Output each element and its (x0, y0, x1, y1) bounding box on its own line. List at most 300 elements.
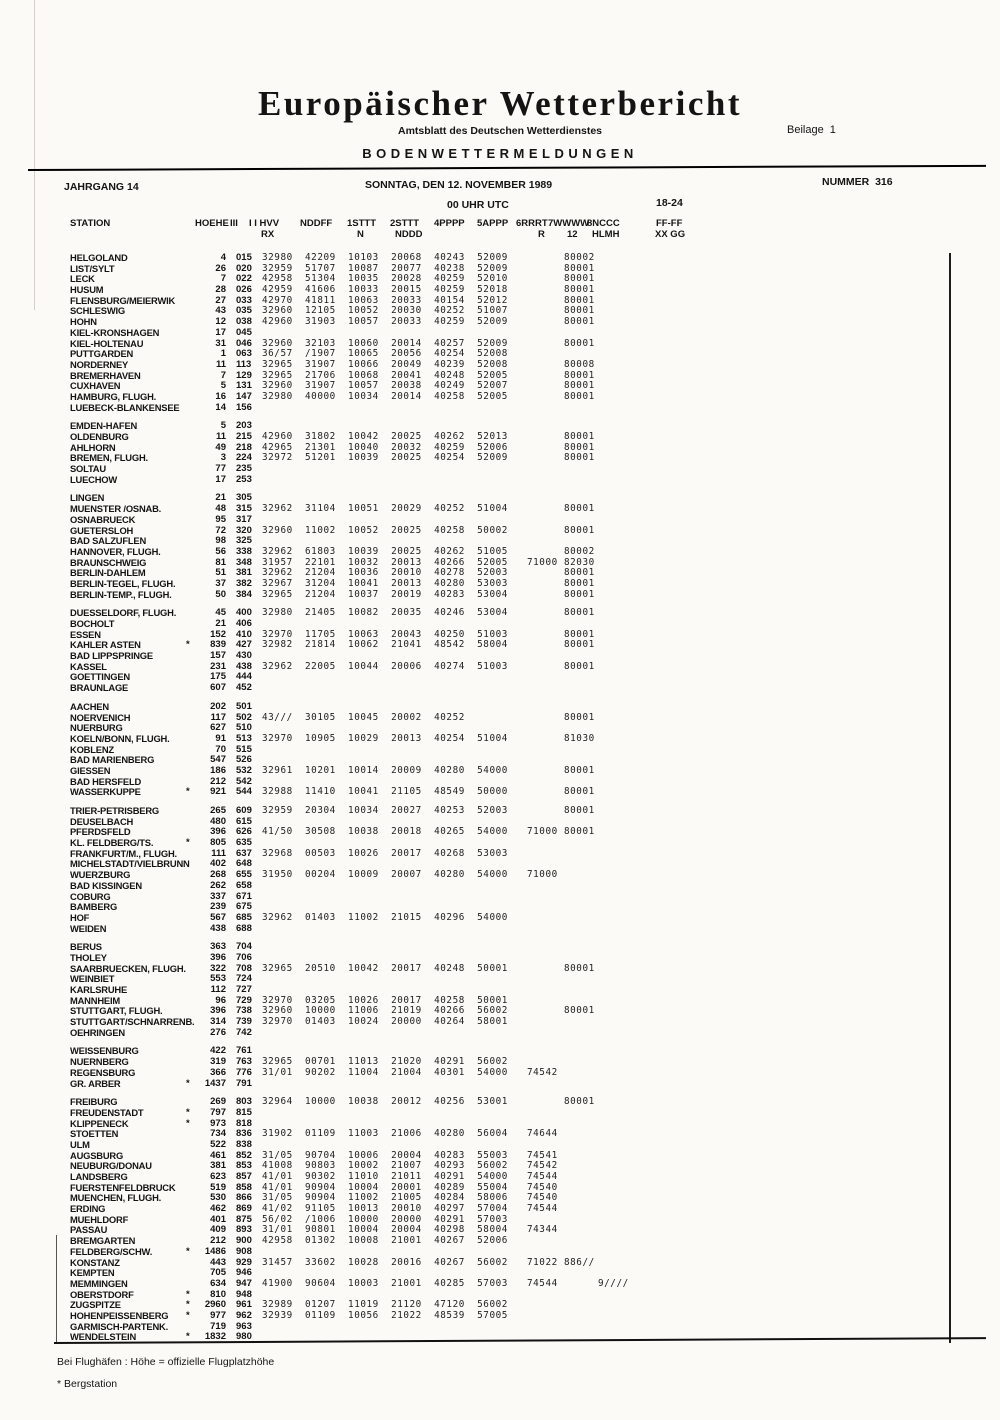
station-block (0, 701, 1000, 797)
station-height: 70 (215, 743, 226, 755)
station-name: LIST/SYLT (70, 262, 115, 274)
table-row (0, 973, 1000, 984)
station-name: NUERNBERG (70, 1056, 129, 1068)
station-name: BERLIN-DAHLEM (70, 567, 146, 579)
group-8nccc-value: 80001 (564, 1005, 595, 1017)
station-id: 131 (236, 380, 252, 392)
station-id: 929 (236, 1256, 252, 1268)
station-name: BAD KISSINGEN (70, 879, 142, 891)
station-height: 11 (215, 358, 226, 370)
station-name: HUSUM (70, 284, 104, 296)
top-rule (28, 165, 986, 171)
table-row (0, 295, 1000, 306)
station-name: KIEL-HOLTENAU (70, 337, 144, 349)
station-height: 634 (210, 1277, 226, 1289)
station-height: 262 (210, 879, 226, 891)
issue-date: SONNTAG, DEN 12. NOVEMBER 1989 (365, 179, 553, 191)
table-row (0, 629, 1000, 640)
table-row (0, 1192, 1000, 1203)
table-row (0, 1139, 1000, 1150)
station-id: 224 (236, 452, 252, 464)
table-row (0, 848, 1000, 859)
group-8nccc-value: 80001 (564, 503, 595, 515)
table-row (0, 546, 1000, 557)
station-height: 705 (210, 1267, 226, 1279)
station-height: 31 (215, 337, 226, 349)
station-height: 21 (215, 492, 226, 504)
station-height: 443 (210, 1256, 226, 1268)
station-id: 963 (236, 1320, 252, 1332)
station-height: 530 (210, 1192, 226, 1204)
synop-groups: 41/01 90302 11010 21011 40291 54000 (262, 1171, 508, 1182)
synop-groups: 31/05 90704 10006 20004 40283 55003 (262, 1149, 508, 1161)
station-id: 438 (236, 660, 252, 672)
station-id: 515 (236, 743, 252, 755)
mountain-station-marker: * (186, 1299, 190, 1311)
station-height: 810 (210, 1288, 226, 1300)
table-row (0, 984, 1000, 995)
col-6rrrt: 6RRRT (516, 218, 548, 229)
station-id: 026 (236, 284, 252, 296)
station-height: 186 (210, 764, 226, 776)
synop-groups: 41/02 91105 10013 20010 40297 57004 (262, 1203, 508, 1215)
station-height: 231 (210, 660, 226, 672)
station-id: 900 (236, 1235, 252, 1247)
station-height: 381 (210, 1160, 226, 1172)
station-height: 401 (210, 1213, 226, 1225)
synop-groups: 32962 01403 11002 21015 40296 54000 (262, 911, 508, 923)
synop-groups: 32960 12105 10052 20030 40252 51007 (262, 305, 508, 317)
group-7wwww-value: 71022 (527, 1256, 558, 1268)
station-name: CUXHAVEN (70, 380, 121, 392)
synop-groups: 32962 22005 10044 20006 40274 51003 (262, 660, 508, 672)
table-row (0, 618, 1000, 629)
table-row (0, 941, 1000, 952)
station-name: ERDING (70, 1203, 106, 1215)
table-row (0, 1056, 1000, 1067)
synop-groups: 32961 10201 10014 20009 40280 54000 (262, 764, 508, 776)
mountain-station-marker: * (186, 786, 190, 798)
station-name: GR. ARBER (70, 1077, 121, 1089)
station-name: KIEL-KRONSHAGEN (70, 326, 160, 338)
col-rx: RX (261, 229, 275, 240)
station-id: 688 (236, 922, 252, 934)
station-height: 839 (210, 639, 226, 651)
station-name: FELDBERG/SCHW. (70, 1245, 153, 1257)
group-8nccc-value: 80001 (564, 273, 595, 285)
station-height: 212 (210, 1235, 226, 1247)
station-id: 020 (236, 262, 252, 274)
table-row (0, 880, 1000, 891)
station-id: 761 (236, 1045, 252, 1057)
table-row (0, 1016, 1000, 1027)
station-name: ESSEN (70, 628, 101, 640)
mountain-station-marker: * (186, 1331, 190, 1343)
station-id: 875 (236, 1213, 252, 1225)
station-name: BAD MARIENBERG (70, 754, 155, 766)
station-name: BAD LIPPSPRINGE (70, 650, 153, 662)
group-8nccc-value: 80001 (564, 628, 595, 640)
col-station-id: III (230, 218, 238, 229)
station-height: 553 (210, 973, 226, 985)
station-id: 045 (236, 326, 252, 338)
station-height: 977 (210, 1309, 226, 1321)
table-row (0, 1310, 1000, 1321)
station-height: 547 (210, 754, 226, 766)
table-row (0, 305, 1000, 316)
group-8nccc-value: 80001 (564, 639, 595, 651)
page-subtitle: Amtsblatt des Deutschen Wetterdienstes (397, 125, 603, 137)
station-name: REGENSBURG (70, 1066, 136, 1078)
group-8nccc-value: 80001 (564, 294, 595, 306)
station-id: 015 (236, 252, 252, 263)
station-height: 77 (215, 463, 226, 475)
table-row (0, 826, 1000, 837)
station-id: 836 (236, 1128, 252, 1140)
station-height: 409 (210, 1224, 226, 1236)
station-name: STUTTGART, FLUGH. (70, 1005, 163, 1017)
station-block (0, 805, 1000, 933)
table-row (0, 463, 1000, 474)
table-row (0, 1182, 1000, 1193)
group-8nccc-value: 80001 (564, 588, 595, 600)
station-height: 366 (210, 1066, 226, 1078)
synop-groups: 32962 21204 10036 20010 40278 52003 (262, 567, 508, 579)
station-block (0, 607, 1000, 693)
table-row (0, 912, 1000, 923)
station-name: PASSAU (70, 1224, 108, 1236)
table-row (0, 1331, 1000, 1342)
station-height: 26 (215, 262, 226, 274)
station-id: 382 (236, 577, 252, 589)
table-row (0, 744, 1000, 755)
col-nddff: NDDFF (300, 218, 333, 229)
station-id: 022 (236, 273, 252, 285)
station-name: KONSTANZ (70, 1256, 120, 1268)
station-id: 510 (236, 722, 252, 734)
station-name: WUERZBURG (70, 869, 131, 881)
station-height: 402 (210, 858, 226, 870)
mountain-station-marker: * (186, 639, 190, 651)
station-name: AACHEN (70, 700, 109, 712)
station-height: 422 (210, 1045, 226, 1057)
station-height: 1 (220, 348, 226, 360)
station-name: FREIBURG (70, 1096, 118, 1108)
wind-period-label: 18-24 (656, 197, 683, 209)
station-height: 314 (210, 1016, 226, 1028)
station-id: 218 (236, 441, 252, 453)
table-row (0, 858, 1000, 869)
station-name: BERLIN-TEMP., FLUGH. (70, 588, 172, 600)
station-height: 734 (210, 1128, 226, 1140)
station-height: 17 (215, 473, 226, 485)
station-id: 501 (236, 700, 252, 712)
station-name: KASSEL (70, 660, 107, 672)
station-name: PUTTGARDEN (70, 348, 134, 360)
synop-groups: 42965 21301 10040 20032 40259 52006 (262, 441, 508, 453)
synop-groups: 32965 21204 10037 20019 40283 53004 (262, 588, 508, 600)
synop-groups: 32965 31907 10066 20049 40239 52008 (262, 358, 508, 370)
station-id: 724 (236, 973, 252, 985)
station-id: 384 (236, 588, 252, 600)
station-name: KARLSRUHE (70, 984, 128, 995)
table-row (0, 995, 1000, 1006)
station-height: 98 (215, 535, 226, 547)
group-8nccc-value: 80008 (564, 358, 595, 370)
station-height: 239 (210, 901, 226, 913)
synop-groups: 43/// 30105 10045 20002 40252 (262, 711, 465, 723)
table-row (0, 1257, 1000, 1268)
group-8nccc-value: 886// (564, 1256, 595, 1268)
group-8nccc-value: 80001 (564, 607, 595, 619)
issue-number: NUMMER 316 (822, 176, 893, 188)
table-row (0, 1160, 1000, 1171)
station-name: KEMPTEN (70, 1267, 115, 1279)
group-7wwww-value: 74540 (527, 1192, 558, 1204)
group-8nccc-value: 80001 (564, 567, 595, 579)
station-table (0, 252, 1000, 1350)
station-id: 858 (236, 1181, 252, 1193)
station-height: 152 (210, 628, 226, 640)
station-id: 742 (236, 1026, 252, 1038)
group-8nccc-value: 80001 (564, 431, 595, 442)
col-7wwww: 7WWWW (548, 218, 590, 229)
synop-groups: 32965 20510 10042 20017 40248 50001 (262, 962, 508, 974)
supplement-label: Beilage 1 (787, 124, 836, 136)
station-id: 729 (236, 994, 252, 1006)
synop-groups: 32970 11705 10063 20043 40250 51003 (262, 628, 508, 640)
station-id: 893 (236, 1224, 252, 1236)
station-name: KOELN/BONN, FLUGH. (70, 732, 170, 744)
synop-groups: 32967 31204 10041 20013 40280 53003 (262, 577, 508, 589)
table-row (0, 338, 1000, 349)
station-height: 45 (215, 607, 226, 619)
table-row (0, 869, 1000, 880)
synop-groups: 31457 33602 10028 20016 40267 56002 (262, 1256, 508, 1268)
station-name: GIESSEN (70, 764, 111, 776)
station-height: 14 (215, 401, 226, 413)
station-name: WASSERKUPPE (70, 786, 141, 798)
table-row (0, 754, 1000, 765)
table-row (0, 963, 1000, 974)
station-name: LUEBECK-BLANKENSEE (70, 401, 180, 413)
station-name: STOETTEN (70, 1128, 119, 1140)
station-id: 637 (236, 847, 252, 859)
synop-groups: 32970 10905 10029 20013 40254 51004 (262, 732, 508, 744)
table-row (0, 316, 1000, 327)
group-8nccc-value: 80001 (564, 441, 595, 453)
station-height: 11 (215, 431, 226, 442)
station-name: SCHLESWIG (70, 305, 125, 317)
station-name: WENDELSTEIN (70, 1331, 137, 1343)
table-row (0, 273, 1000, 284)
station-height: 480 (210, 815, 226, 827)
station-id: 626 (236, 826, 252, 838)
col-8nccc: 8NCCC (587, 218, 620, 229)
station-id: 648 (236, 858, 252, 870)
station-name: BOCHOLT (70, 618, 115, 629)
station-height: 51 (215, 567, 226, 579)
station-id: 739 (236, 1016, 252, 1028)
table-row (0, 1118, 1000, 1129)
table-row (0, 661, 1000, 672)
station-name: MEMMINGEN (70, 1277, 128, 1289)
station-name: AUGSBURG (70, 1149, 124, 1161)
mountain-station-marker: * (186, 1077, 190, 1089)
synop-groups: 36/57 /1907 10065 20056 40254 52008 (262, 348, 508, 360)
station-id: 338 (236, 545, 252, 557)
station-name: BERUS (70, 941, 102, 953)
station-name: HOHENPEISSENBERG (70, 1309, 169, 1321)
synop-groups: 32970 01403 10024 20000 40264 58001 (262, 1016, 508, 1028)
synop-groups: 31902 01109 11003 21006 40280 56004 (262, 1128, 508, 1140)
table-row (0, 370, 1000, 381)
station-block (0, 492, 1000, 599)
synop-groups: 32970 03205 10026 20017 40258 50001 (262, 994, 508, 1006)
station-name: BAD HERSFELD (70, 775, 142, 787)
station-id: 315 (236, 503, 252, 515)
station-id: 704 (236, 941, 252, 953)
station-name: WEIDEN (70, 922, 107, 934)
station-id: 305 (236, 492, 252, 504)
table-row (0, 639, 1000, 650)
group-7wwww-value: 74344 (527, 1224, 558, 1236)
station-height: 3 (220, 452, 226, 464)
synop-groups: 32988 11410 10041 21105 48549 50000 (262, 786, 508, 798)
table-row (0, 765, 1000, 776)
station-id: 215 (236, 431, 252, 442)
station-height: 91 (215, 732, 226, 744)
station-name: MUENSTER /OSNAB. (70, 503, 162, 515)
col-nddd: NDDD (395, 229, 423, 240)
station-id: 655 (236, 869, 252, 881)
station-name: NUERBURG (70, 722, 123, 734)
synop-groups: 42958 51304 10035 20028 40259 52010 (262, 273, 508, 285)
group-7wwww-value: 74544 (527, 1277, 558, 1289)
group-8nccc-value: 80002 (564, 545, 595, 557)
station-height: 72 (215, 524, 226, 536)
station-name: WEINBIET (70, 973, 115, 985)
station-height: 27 (215, 294, 226, 306)
station-id: 815 (236, 1106, 252, 1118)
station-name: SAARBRUECKEN, FLUGH. (70, 962, 186, 974)
station-height: 17 (215, 326, 226, 338)
station-height: 627 (210, 722, 226, 734)
station-id: 763 (236, 1056, 252, 1068)
synop-groups: 32980 42209 10103 20068 40243 52009 (262, 252, 508, 263)
station-height: 519 (210, 1181, 226, 1193)
station-height: 5 (220, 420, 226, 432)
station-id: 235 (236, 463, 252, 475)
station-id: 857 (236, 1171, 252, 1182)
table-row (0, 474, 1000, 485)
station-block (0, 941, 1000, 1037)
station-name: KOBLENZ (70, 743, 114, 755)
station-name: BERLIN-TEGEL, FLUGH. (70, 577, 176, 589)
station-id: 685 (236, 911, 252, 923)
station-name: NOERVENICH (70, 711, 131, 723)
station-id: 502 (236, 711, 252, 723)
table-row (0, 952, 1000, 963)
station-name: BRAUNSCHWEIG (70, 556, 147, 568)
group-7wwww-value: 74544 (527, 1203, 558, 1215)
station-name: HAMBURG, FLUGH. (70, 390, 157, 402)
group-7wwww-value: 74541 (527, 1149, 558, 1161)
station-name: THOLEY (70, 951, 107, 963)
station-id: 444 (236, 671, 252, 683)
group-8nccc-value: 80001 (564, 660, 595, 672)
station-name: BAMBERG (70, 901, 118, 913)
table-row (0, 263, 1000, 274)
station-name: NEUBURG/DONAU (70, 1160, 152, 1172)
col-5appp: 5APPP (477, 218, 509, 229)
table-row (0, 1171, 1000, 1182)
section-heading: BODENWETTERMELDUNGEN (362, 146, 638, 161)
station-id: 317 (236, 513, 252, 525)
station-height: 337 (210, 890, 226, 902)
station-height: 396 (210, 1005, 226, 1017)
table-row (0, 1045, 1000, 1056)
group-7wwww-value: 71000 (527, 556, 558, 568)
table-row (0, 1107, 1000, 1118)
station-id: 791 (236, 1077, 252, 1089)
station-name: LECK (70, 273, 95, 285)
station-id: 156 (236, 401, 252, 413)
group-7wwww-value: 71000 (527, 869, 558, 881)
station-height: 322 (210, 962, 226, 974)
station-height: 276 (210, 1026, 226, 1038)
station-id: 542 (236, 775, 252, 787)
station-id: 532 (236, 764, 252, 776)
table-row (0, 1289, 1000, 1300)
synop-groups: 41900 90604 10003 21001 40285 57003 (262, 1277, 508, 1289)
station-id: 853 (236, 1160, 252, 1172)
group-8nccc-value: 80001 (564, 284, 595, 296)
table-row (0, 1078, 1000, 1089)
station-id: 866 (236, 1192, 252, 1204)
station-height: 268 (210, 869, 226, 881)
station-id: 063 (236, 348, 252, 360)
station-name: FUERSTENFELDBRUCK (70, 1181, 176, 1193)
station-id: 320 (236, 524, 252, 536)
table-row (0, 1235, 1000, 1246)
station-name: KL. FELDBERG/TS. (70, 837, 154, 849)
station-name: AHLHORN (70, 441, 116, 453)
station-id: 348 (236, 556, 252, 568)
station-name: TRIER-PETRISBERG (70, 805, 159, 816)
col-12: 12 (567, 229, 578, 240)
volume-label: JAHRGANG 14 (64, 181, 139, 193)
station-id: 980 (236, 1331, 252, 1343)
station-height: 212 (210, 775, 226, 787)
station-height: 5 (220, 380, 226, 392)
station-height: 117 (210, 711, 226, 723)
station-name: OLDENBURG (70, 431, 129, 442)
station-name: BREMGARTEN (70, 1235, 136, 1247)
station-name: WEISSENBURG (70, 1045, 139, 1057)
table-row (0, 327, 1000, 338)
table-row (0, 816, 1000, 827)
station-height: 522 (210, 1138, 226, 1150)
mountain-station-marker: * (186, 1106, 190, 1118)
station-name: STUTTGART/SCHNARRENB. (70, 1016, 195, 1028)
table-row (0, 712, 1000, 723)
station-name: GUETERSLOH (70, 524, 134, 536)
group-8nccc-value: 80001 (564, 390, 595, 402)
table-row (0, 671, 1000, 682)
observation-time: 00 UHR UTC (447, 199, 509, 211)
group-7wwww-value: 74542 (527, 1160, 558, 1172)
